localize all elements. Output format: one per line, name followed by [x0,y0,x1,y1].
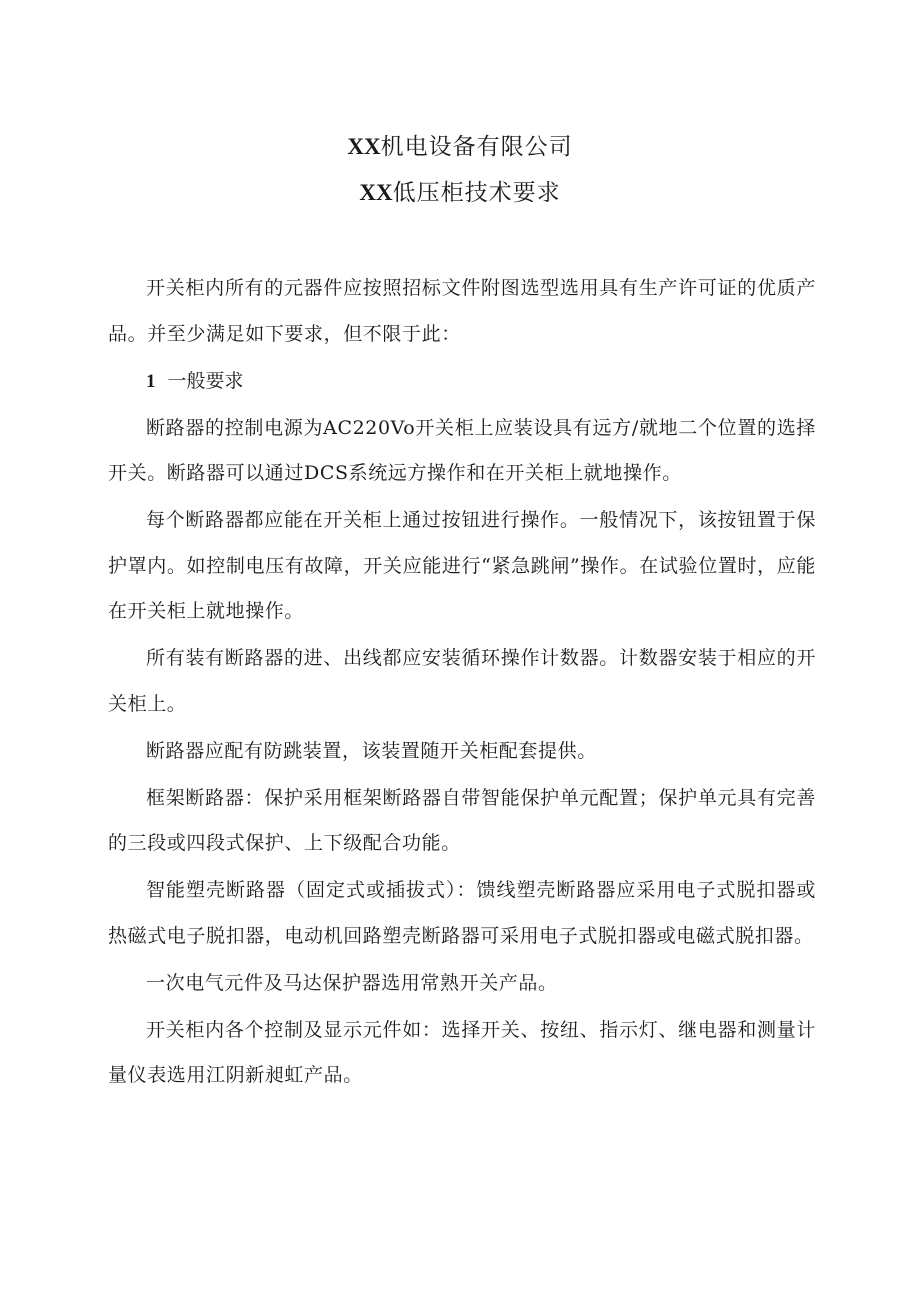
paragraph-control-power: 断路器的控制电源为AC220Vo开关柜上应装设具有远方/就地二个位置的选择开关。断路器可以通过DCS系统远方操作和在开关柜上就地操作。 [108,416,816,484]
document-body [108,266,816,1100]
paragraph-button-operation: 每个断路器都应能在开关柜上通过按钮进行操作。一般情况下，该按钮置于保护罩内。如控制电压有故障，开关应能进行“紧急跳闸”操作。在试验位置时，应能在开关柜上就地操作。 [108,509,816,622]
paragraph-control-elements: 开关柜内各个控制及显示元件如：选择开关、按纽、指示灯、继电器和测量计量仪表选用江阴新昶虹产品。 [108,1018,816,1086]
company-name: 机电设备有限公司 [380,134,573,160]
paragraph-mccb: 智能塑壳断路器（固定式或插拔式）：馈线塑壳断路器应采用电子式脱扣器或热磁式电子脱扣器，电动机回路塑壳断路器可采用电子式脱扣器或电磁式脱扣器。 [108,879,816,947]
document-title-text: 低压柜技术要求 [392,180,561,206]
paragraph-anti-pump: 断路器应配有防跳装置，该装置随开关柜配套提供。 [146,739,597,762]
section-heading [108,359,816,405]
paragraph-frame-breaker: 框架断路器：保护采用框架断路器自带智能保护单元配置；保护单元具有完善的三段或四段式保护、上下级配合功能。 [108,786,816,854]
company-title [0,128,920,161]
company-prefix: XX [347,134,381,159]
section-number: 1 [146,370,156,392]
section-title: 一般要求 [167,369,244,392]
intro-paragraph: 开关柜内所有的元器件应按照招标文件附图选型选用具有生产许可证的优质产品。并至少满足如下要求，但不限于此： [108,277,816,345]
paragraph-counter: 所有装有断路器的进、出线都应安装循环操作计数器。计数器安装于相应的开关柜上。 [108,647,816,715]
document-prefix: XX [359,180,393,205]
document-title [0,174,920,207]
paragraph-primary-elements: 一次电气元件及马达保护器选用常熟开关产品。 [146,971,558,994]
